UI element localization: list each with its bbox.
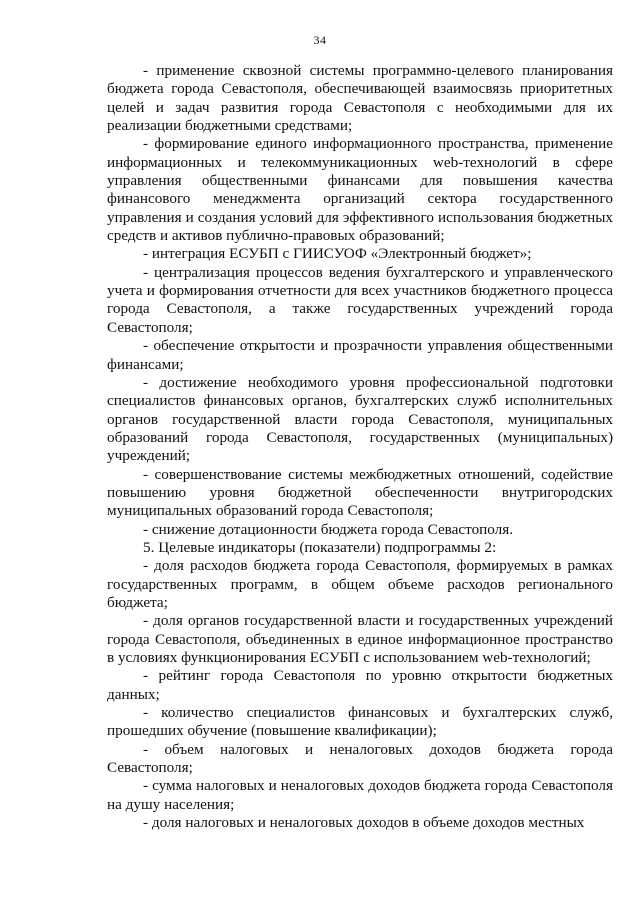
paragraph-integration-esubp: - интеграция ЕСУБП с ГИИСУОФ «Электронный бюджет»; (143, 245, 532, 263)
paragraph-centralization-accounting: - централизация процессов ведения бухгалтерского и управленческого учета и формирования отчетности для всех участников бюджетного процесса города Севастополя, а также государственных учреждений города Севастополя; (107, 263, 613, 336)
page-number: 34 (313, 33, 327, 47)
section-heading-target-indicators: 5. Целевые индикаторы (показатели) подпрограммы 2: (143, 538, 497, 556)
paragraph-program-targeted-planning: - применение сквозной системы программно-целевого планирования бюджета города Севастополя, обеспечивающей взаимосвязь приоритетных целей и задач развития города Севастополя с необходимыми для их реализации бюджетными средствами; (107, 62, 613, 135)
paragraph-openness-transparency: - обеспечение открытости и прозрачности управления общественными финансами; (107, 337, 613, 373)
paragraph-indicator-program-expenses: - доля расходов бюджета города Севастополя, формируемых в рамках государственных программ, в общем объеме расходов регионального бюджета; (107, 557, 613, 611)
paragraph-indicator-revenue-share: - доля налоговых и неналоговых доходов в объеме доходов местных (143, 814, 585, 832)
paragraph-interbudgetary-relations: - совершенствование системы межбюджетных отношений, содействие повышению уровня бюджетной обеспеченности внутригородских муниципальных образований города Севастополя; (107, 465, 613, 520)
paragraph-indicator-information-space: - доля органов государственной власти и государственных учреждений города Севастополя, объединенных в единое информационное пространство в условиях функционирования ЕСУБП с использованием web-технологий; (107, 612, 613, 666)
paragraph-indicator-revenue-volume: - объем налоговых и неналоговых доходов бюджета города Севастополя; (107, 740, 613, 777)
paragraph-indicator-trained-specialists: - количество специалистов финансовых и бухгалтерских служб, прошедших обучение (повышение квалификации); (107, 704, 613, 740)
paragraph-information-space: - формирование единого информационного пространства, применение информационных и телекоммуникационных web-технологий в сфере управления общественными финансами для повышения качества финансового менеджмента организаций сектора государственного управления и создания условий для эффективного использования бюджетных средств и активов публично-правовых образований; (107, 135, 613, 245)
paragraph-subsidy-reduction: - снижение дотационности бюджета города Севастополя. (143, 520, 514, 538)
paragraph-indicator-revenue-per-capita: - сумма налоговых и неналоговых доходов бюджета города Севастополя на душу населения; (107, 777, 613, 813)
document-body (107, 62, 613, 832)
paragraph-indicator-openness-rating: - рейтинг города Севастополя по уровню открытости бюджетных данных; (107, 667, 613, 703)
paragraph-professional-training: - достижение необходимого уровня профессиональной подготовки специалистов финансовых органов, бухгалтерских служб исполнительных органов государственной власти города Севастополя, муниципальных образований города Севастополя, государственных (муниципальных) учреждений; (107, 373, 613, 465)
